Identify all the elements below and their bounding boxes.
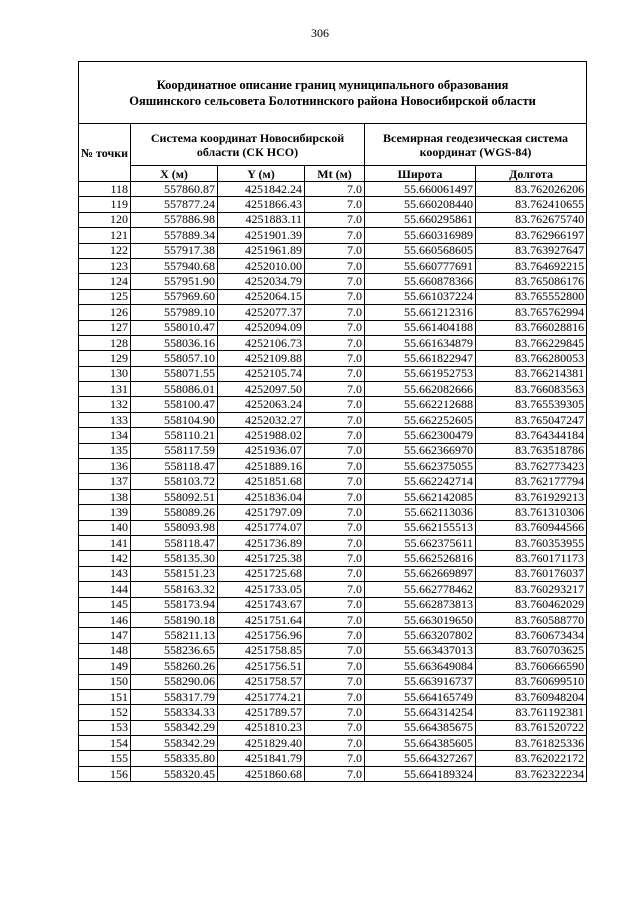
longitude-cell: 83.760353955 <box>476 535 587 550</box>
table-row <box>79 197 587 212</box>
mt-cell: 7.0 <box>305 443 365 458</box>
latitude-cell: 55.662526816 <box>365 551 476 566</box>
x-cell: 558110.21 <box>131 428 218 443</box>
longitude-cell: 83.760948204 <box>476 689 587 704</box>
point-number-cell: 153 <box>79 720 131 735</box>
latitude-cell: 55.664189324 <box>365 766 476 781</box>
point-number-cell: 155 <box>79 751 131 766</box>
longitude-cell: 83.763518786 <box>476 443 587 458</box>
x-cell: 558118.47 <box>131 459 218 474</box>
table-row <box>79 366 587 381</box>
y-cell: 4251756.51 <box>218 659 305 674</box>
coordinates-sheet <box>78 61 586 782</box>
point-number-cell: 151 <box>79 689 131 704</box>
longitude-cell: 83.762026206 <box>476 182 587 197</box>
table-row <box>79 643 587 658</box>
header-point-number: № точки <box>79 124 131 182</box>
mt-cell: 7.0 <box>305 505 365 520</box>
mt-cell: 7.0 <box>305 612 365 627</box>
x-cell: 558057.10 <box>131 351 218 366</box>
latitude-cell: 55.661212316 <box>365 305 476 320</box>
latitude-cell: 55.662252605 <box>365 412 476 427</box>
y-cell: 4251774.07 <box>218 520 305 535</box>
y-cell: 4251988.02 <box>218 428 305 443</box>
y-cell: 4252105.74 <box>218 366 305 381</box>
point-number-cell: 139 <box>79 505 131 520</box>
latitude-cell: 55.662300479 <box>365 428 476 443</box>
point-number-cell: 135 <box>79 443 131 458</box>
mt-cell: 7.0 <box>305 289 365 304</box>
mt-cell: 7.0 <box>305 736 365 751</box>
point-number-cell: 129 <box>79 351 131 366</box>
latitude-cell: 55.662142085 <box>365 489 476 504</box>
point-number-cell: 137 <box>79 474 131 489</box>
longitude-cell: 83.761310306 <box>476 505 587 520</box>
y-cell: 4251860.68 <box>218 766 305 781</box>
table-row <box>79 243 587 258</box>
y-cell: 4252109.88 <box>218 351 305 366</box>
mt-cell: 7.0 <box>305 412 365 427</box>
x-cell: 558236.65 <box>131 643 218 658</box>
mt-cell: 7.0 <box>305 335 365 350</box>
table-row <box>79 212 587 227</box>
x-cell: 558010.47 <box>131 320 218 335</box>
y-cell: 4252063.24 <box>218 397 305 412</box>
y-cell: 4252106.73 <box>218 335 305 350</box>
table-row <box>79 412 587 427</box>
table-row <box>79 489 587 504</box>
latitude-cell: 55.662155513 <box>365 520 476 535</box>
title-line-2: Ояшинского сельсовета Болотнинского района Новосибирской области <box>129 93 536 108</box>
mt-cell: 7.0 <box>305 597 365 612</box>
table-row <box>79 258 587 273</box>
x-cell: 558342.29 <box>131 736 218 751</box>
table-row <box>79 305 587 320</box>
latitude-cell: 55.660061497 <box>365 182 476 197</box>
longitude-cell: 83.762022172 <box>476 751 587 766</box>
x-cell: 558290.06 <box>131 674 218 689</box>
point-number-cell: 127 <box>79 320 131 335</box>
y-cell: 4251936.07 <box>218 443 305 458</box>
latitude-cell: 55.660568605 <box>365 243 476 258</box>
longitude-cell: 83.766214381 <box>476 366 587 381</box>
point-number-cell: 120 <box>79 212 131 227</box>
mt-cell: 7.0 <box>305 659 365 674</box>
y-cell: 4252094.09 <box>218 320 305 335</box>
point-number-cell: 123 <box>79 258 131 273</box>
mt-cell: 7.0 <box>305 428 365 443</box>
mt-cell: 7.0 <box>305 689 365 704</box>
latitude-cell: 55.661952753 <box>365 366 476 381</box>
x-cell: 557989.10 <box>131 305 218 320</box>
y-cell: 4251842.24 <box>218 182 305 197</box>
longitude-cell: 83.760666590 <box>476 659 587 674</box>
x-cell: 558118.47 <box>131 535 218 550</box>
point-number-cell: 119 <box>79 197 131 212</box>
table-row <box>79 382 587 397</box>
y-cell: 4251774.21 <box>218 689 305 704</box>
longitude-cell: 83.760293217 <box>476 582 587 597</box>
x-cell: 558036.16 <box>131 335 218 350</box>
y-cell: 4251736.89 <box>218 535 305 550</box>
x-cell: 558100.47 <box>131 397 218 412</box>
page-number: 306 <box>311 26 329 40</box>
table-row <box>79 274 587 289</box>
latitude-cell: 55.664165749 <box>365 689 476 704</box>
longitude-cell: 83.760703625 <box>476 643 587 658</box>
point-number-cell: 146 <box>79 612 131 627</box>
longitude-cell: 83.763927647 <box>476 243 587 258</box>
y-cell: 4251756.96 <box>218 628 305 643</box>
y-cell: 4251725.68 <box>218 566 305 581</box>
longitude-cell: 83.762675740 <box>476 212 587 227</box>
point-number-cell: 150 <box>79 674 131 689</box>
longitude-cell: 83.762773423 <box>476 459 587 474</box>
table-row <box>79 751 587 766</box>
mt-cell: 7.0 <box>305 382 365 397</box>
point-number-cell: 134 <box>79 428 131 443</box>
table-row <box>79 459 587 474</box>
table-row <box>79 228 587 243</box>
x-cell: 558086.01 <box>131 382 218 397</box>
x-cell: 557889.34 <box>131 228 218 243</box>
mt-cell: 7.0 <box>305 197 365 212</box>
latitude-cell: 55.662375611 <box>365 535 476 550</box>
y-cell: 4251725.38 <box>218 551 305 566</box>
table-row <box>79 736 587 751</box>
table-row <box>79 628 587 643</box>
x-cell: 558335.80 <box>131 751 218 766</box>
mt-cell: 7.0 <box>305 459 365 474</box>
longitude-cell: 83.765552800 <box>476 289 587 304</box>
y-cell: 4251733.05 <box>218 582 305 597</box>
x-cell: 558317.79 <box>131 689 218 704</box>
point-number-cell: 148 <box>79 643 131 658</box>
table-row <box>79 674 587 689</box>
y-cell: 4252077.37 <box>218 305 305 320</box>
y-cell: 4251836.04 <box>218 489 305 504</box>
longitude-cell: 83.762966197 <box>476 228 587 243</box>
longitude-cell: 83.765539305 <box>476 397 587 412</box>
latitude-cell: 55.663649084 <box>365 659 476 674</box>
x-cell: 558211.13 <box>131 628 218 643</box>
y-cell: 4251789.57 <box>218 705 305 720</box>
point-number-cell: 136 <box>79 459 131 474</box>
point-number-cell: 122 <box>79 243 131 258</box>
latitude-cell: 55.662113036 <box>365 505 476 520</box>
table-row <box>79 597 587 612</box>
table-row <box>79 720 587 735</box>
mt-cell: 7.0 <box>305 766 365 781</box>
table-row <box>79 566 587 581</box>
mt-cell: 7.0 <box>305 258 365 273</box>
point-number-cell: 131 <box>79 382 131 397</box>
mt-cell: 7.0 <box>305 551 365 566</box>
latitude-cell: 55.664327267 <box>365 751 476 766</box>
header-longitude: Долгота <box>476 166 587 182</box>
longitude-cell: 83.760944566 <box>476 520 587 535</box>
point-number-cell: 147 <box>79 628 131 643</box>
y-cell: 4251961.89 <box>218 243 305 258</box>
point-number-cell: 141 <box>79 535 131 550</box>
point-number-cell: 130 <box>79 366 131 381</box>
y-cell: 4252034.79 <box>218 274 305 289</box>
latitude-cell: 55.660208440 <box>365 197 476 212</box>
longitude-cell: 83.761825336 <box>476 736 587 751</box>
x-cell: 558092.51 <box>131 489 218 504</box>
y-cell: 4251751.64 <box>218 612 305 627</box>
mt-cell: 7.0 <box>305 535 365 550</box>
point-number-cell: 154 <box>79 736 131 751</box>
mt-cell: 7.0 <box>305 751 365 766</box>
table-row <box>79 551 587 566</box>
latitude-cell: 55.662669897 <box>365 566 476 581</box>
y-cell: 4252032.27 <box>218 412 305 427</box>
latitude-cell: 55.662212688 <box>365 397 476 412</box>
x-cell: 557877.24 <box>131 197 218 212</box>
x-cell: 558342.29 <box>131 720 218 735</box>
x-cell: 558089.26 <box>131 505 218 520</box>
x-cell: 558260.26 <box>131 659 218 674</box>
longitude-cell: 83.765762994 <box>476 305 587 320</box>
latitude-cell: 55.663207802 <box>365 628 476 643</box>
point-number-cell: 118 <box>79 182 131 197</box>
point-number-cell: 144 <box>79 582 131 597</box>
header-mt: Mt (м) <box>305 166 365 182</box>
y-cell: 4251797.09 <box>218 505 305 520</box>
longitude-cell: 83.761929213 <box>476 489 587 504</box>
point-number-cell: 133 <box>79 412 131 427</box>
latitude-cell: 55.661037224 <box>365 289 476 304</box>
point-number-cell: 140 <box>79 520 131 535</box>
longitude-cell: 83.765047247 <box>476 412 587 427</box>
y-cell: 4251883.11 <box>218 212 305 227</box>
latitude-cell: 55.662873813 <box>365 597 476 612</box>
mt-cell: 7.0 <box>305 274 365 289</box>
table-body <box>79 182 587 782</box>
y-cell: 4251841.79 <box>218 751 305 766</box>
latitude-cell: 55.662082666 <box>365 382 476 397</box>
latitude-cell: 55.660878366 <box>365 274 476 289</box>
longitude-cell: 83.762322234 <box>476 766 587 781</box>
point-number-cell: 128 <box>79 335 131 350</box>
latitude-cell: 55.660295861 <box>365 212 476 227</box>
y-cell: 4252097.50 <box>218 382 305 397</box>
x-cell: 558334.33 <box>131 705 218 720</box>
x-cell: 557860.87 <box>131 182 218 197</box>
x-cell: 558093.98 <box>131 520 218 535</box>
table-row <box>79 182 587 197</box>
mt-cell: 7.0 <box>305 228 365 243</box>
longitude-cell: 83.762410655 <box>476 197 587 212</box>
point-number-cell: 152 <box>79 705 131 720</box>
point-number-cell: 149 <box>79 659 131 674</box>
point-number-cell: 126 <box>79 305 131 320</box>
mt-cell: 7.0 <box>305 366 365 381</box>
table-row <box>79 320 587 335</box>
longitude-cell: 83.766083563 <box>476 382 587 397</box>
latitude-cell: 55.664385675 <box>365 720 476 735</box>
table-row <box>79 612 587 627</box>
header-system-local: Система координат Новосибирской области (СК НСО) <box>131 124 365 166</box>
latitude-cell: 55.663437013 <box>365 643 476 658</box>
y-cell: 4251851.68 <box>218 474 305 489</box>
table-row <box>79 689 587 704</box>
longitude-cell: 83.764692215 <box>476 258 587 273</box>
longitude-cell: 83.765086176 <box>476 274 587 289</box>
y-cell: 4251829.40 <box>218 736 305 751</box>
mt-cell: 7.0 <box>305 305 365 320</box>
mt-cell: 7.0 <box>305 474 365 489</box>
y-cell: 4251901.39 <box>218 228 305 243</box>
latitude-cell: 55.660316989 <box>365 228 476 243</box>
x-cell: 558163.32 <box>131 582 218 597</box>
mt-cell: 7.0 <box>305 720 365 735</box>
point-number-cell: 143 <box>79 566 131 581</box>
mt-cell: 7.0 <box>305 212 365 227</box>
x-cell: 558071.55 <box>131 366 218 381</box>
title-line-1: Координатное описание границ муниципального образования <box>156 77 509 92</box>
latitude-cell: 55.662242714 <box>365 474 476 489</box>
x-cell: 558151.23 <box>131 566 218 581</box>
table-row <box>79 351 587 366</box>
mt-cell: 7.0 <box>305 628 365 643</box>
table-row <box>79 428 587 443</box>
latitude-cell: 55.662778462 <box>365 582 476 597</box>
latitude-cell: 55.663916737 <box>365 674 476 689</box>
x-cell: 557886.98 <box>131 212 218 227</box>
y-cell: 4252064.15 <box>218 289 305 304</box>
latitude-cell: 55.661404188 <box>365 320 476 335</box>
x-cell: 558173.94 <box>131 597 218 612</box>
header-y: Y (м) <box>218 166 305 182</box>
x-cell: 558320.45 <box>131 766 218 781</box>
longitude-cell: 83.766280053 <box>476 351 587 366</box>
longitude-cell: 83.761192381 <box>476 705 587 720</box>
latitude-cell: 55.662375055 <box>365 459 476 474</box>
x-cell: 557917.38 <box>131 243 218 258</box>
table-title <box>79 62 587 124</box>
table-row <box>79 505 587 520</box>
x-cell: 557940.68 <box>131 258 218 273</box>
table-row <box>79 766 587 781</box>
table-row <box>79 520 587 535</box>
mt-cell: 7.0 <box>305 489 365 504</box>
latitude-cell: 55.662366970 <box>365 443 476 458</box>
mt-cell: 7.0 <box>305 566 365 581</box>
x-cell: 558103.72 <box>131 474 218 489</box>
mt-cell: 7.0 <box>305 582 365 597</box>
header-latitude: Широта <box>365 166 476 182</box>
table-row <box>79 659 587 674</box>
point-number-cell: 132 <box>79 397 131 412</box>
mt-cell: 7.0 <box>305 243 365 258</box>
point-number-cell: 142 <box>79 551 131 566</box>
table-row <box>79 335 587 350</box>
point-number-cell: 156 <box>79 766 131 781</box>
mt-cell: 7.0 <box>305 520 365 535</box>
longitude-cell: 83.760176037 <box>476 566 587 581</box>
x-cell: 558190.18 <box>131 612 218 627</box>
point-number-cell: 145 <box>79 597 131 612</box>
latitude-cell: 55.661822947 <box>365 351 476 366</box>
y-cell: 4251889.16 <box>218 459 305 474</box>
table-row <box>79 582 587 597</box>
table-row <box>79 289 587 304</box>
longitude-cell: 83.762177794 <box>476 474 587 489</box>
x-cell: 558135.30 <box>131 551 218 566</box>
mt-cell: 7.0 <box>305 351 365 366</box>
mt-cell: 7.0 <box>305 674 365 689</box>
y-cell: 4251810.23 <box>218 720 305 735</box>
table-row <box>79 535 587 550</box>
point-number-cell: 125 <box>79 289 131 304</box>
mt-cell: 7.0 <box>305 397 365 412</box>
latitude-cell: 55.664314254 <box>365 705 476 720</box>
mt-cell: 7.0 <box>305 705 365 720</box>
longitude-cell: 83.764344184 <box>476 428 587 443</box>
mt-cell: 7.0 <box>305 643 365 658</box>
header-system-wgs: Всемирная геодезическая система координат (WGS-84) <box>365 124 587 166</box>
y-cell: 4251758.85 <box>218 643 305 658</box>
point-number-cell: 121 <box>79 228 131 243</box>
longitude-cell: 83.766028816 <box>476 320 587 335</box>
mt-cell: 7.0 <box>305 320 365 335</box>
y-cell: 4251866.43 <box>218 197 305 212</box>
longitude-cell: 83.760588770 <box>476 612 587 627</box>
x-cell: 558104.90 <box>131 412 218 427</box>
header-x: X (м) <box>131 166 218 182</box>
point-number-cell: 138 <box>79 489 131 504</box>
longitude-cell: 83.760673434 <box>476 628 587 643</box>
table-row <box>79 443 587 458</box>
table-row <box>79 705 587 720</box>
longitude-cell: 83.761520722 <box>476 720 587 735</box>
latitude-cell: 55.663019650 <box>365 612 476 627</box>
y-cell: 4252010.00 <box>218 258 305 273</box>
longitude-cell: 83.760462029 <box>476 597 587 612</box>
y-cell: 4251743.67 <box>218 597 305 612</box>
table-row <box>79 474 587 489</box>
coordinates-table <box>78 61 587 782</box>
latitude-cell: 55.661634879 <box>365 335 476 350</box>
table-row <box>79 397 587 412</box>
longitude-cell: 83.760171173 <box>476 551 587 566</box>
longitude-cell: 83.760699510 <box>476 674 587 689</box>
mt-cell: 7.0 <box>305 182 365 197</box>
x-cell: 558117.59 <box>131 443 218 458</box>
y-cell: 4251758.57 <box>218 674 305 689</box>
latitude-cell: 55.664385605 <box>365 736 476 751</box>
latitude-cell: 55.660777691 <box>365 258 476 273</box>
x-cell: 557951.90 <box>131 274 218 289</box>
x-cell: 557969.60 <box>131 289 218 304</box>
point-number-cell: 124 <box>79 274 131 289</box>
longitude-cell: 83.766229845 <box>476 335 587 350</box>
